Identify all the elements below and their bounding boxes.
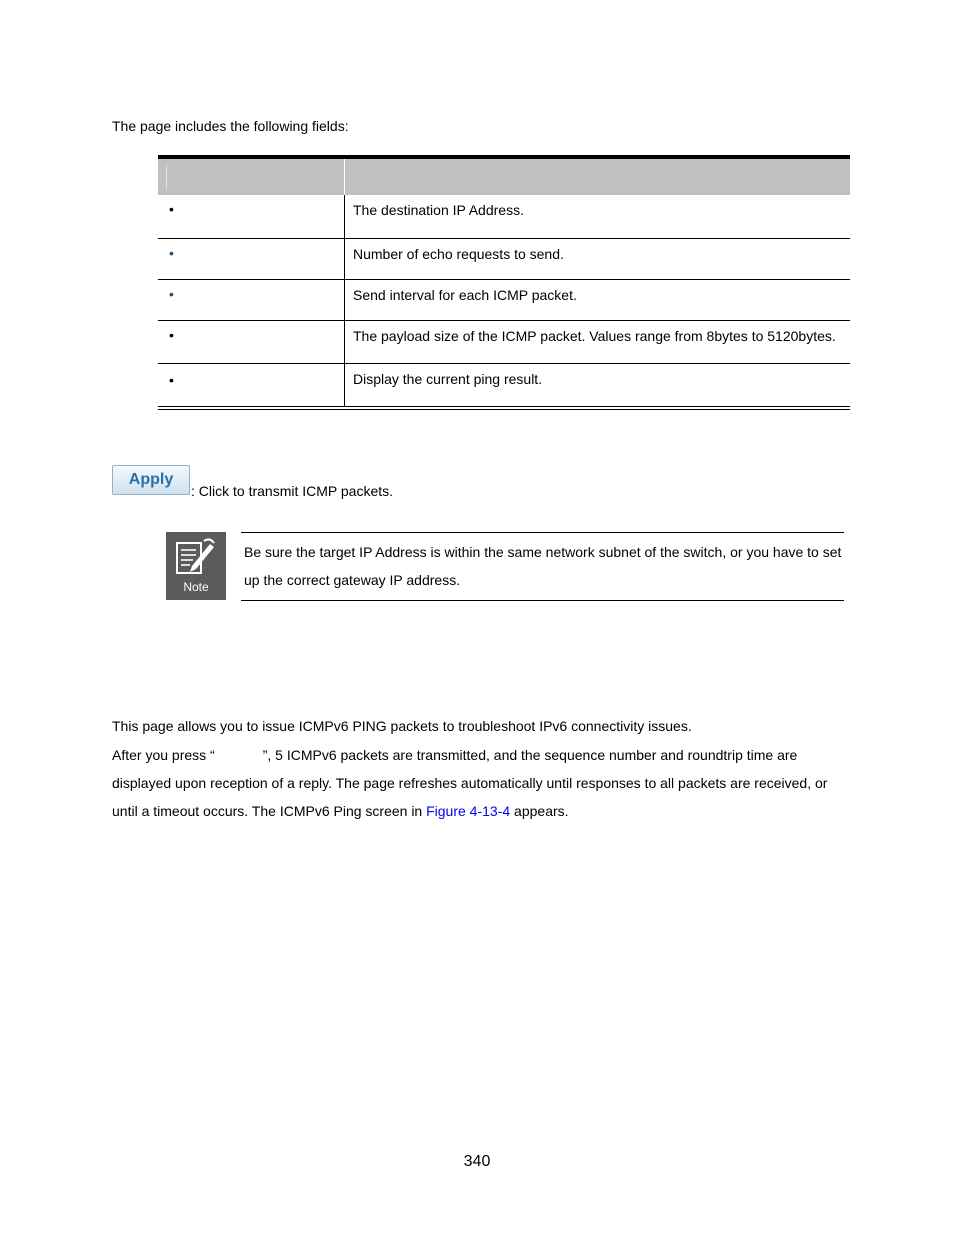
table-header: [158, 159, 850, 195]
note-pencil-icon: [166, 532, 226, 580]
row-description: Display the current ping result.: [353, 371, 543, 387]
note-icon: [166, 532, 226, 600]
bullet: •: [169, 245, 174, 261]
section-paragraph-2: After you press “ ”, 5 ICMPv6 packets are transmitted, and the sequence number and roundtrip time are displayed upon reception of a reply. The page refreshes automatically until responses to all packets are received, or until a timeout occurs. The ICMPv6 Ping screen in Figure 4-13-4 appears.: [112, 747, 828, 819]
note-top-rule: [241, 532, 844, 533]
page-number: 340: [463, 1153, 491, 1170]
figure-link[interactable]: Figure 4-13-4: [426, 803, 511, 819]
bullet: •: [169, 201, 174, 217]
intro-text: The page includes the following fields:: [112, 118, 349, 134]
bullet: •: [169, 286, 174, 302]
note-label: Note: [183, 580, 209, 594]
row-description: Number of echo requests to send.: [353, 246, 564, 262]
table-row: [158, 239, 850, 280]
bullet: •: [169, 372, 174, 388]
note-bottom-rule: [241, 600, 844, 601]
bullet: •: [169, 327, 174, 343]
row-description: The payload size of the ICMP packet. Values range from 8bytes to 5120bytes.: [353, 328, 836, 344]
apply-button[interactable]: Apply: [112, 465, 190, 495]
table-bottom-rule: [158, 406, 850, 407]
row-description: The destination IP Address.: [353, 202, 524, 218]
table-row: [158, 280, 850, 321]
table-row: [158, 195, 850, 239]
note-text: Be sure the target IP Address is within the same network subnet of the switch, or you have to set up the correct gateway IP address.: [244, 544, 842, 588]
row-description: Send interval for each ICMP packet.: [353, 287, 577, 303]
apply-description: : Click to transmit ICMP packets.: [191, 483, 394, 499]
section-paragraph-1: This page allows you to issue ICMPv6 PING packets to troubleshoot IPv6 connectivity issues.: [112, 718, 692, 734]
table-row: [158, 321, 850, 364]
table-row: [158, 364, 850, 406]
